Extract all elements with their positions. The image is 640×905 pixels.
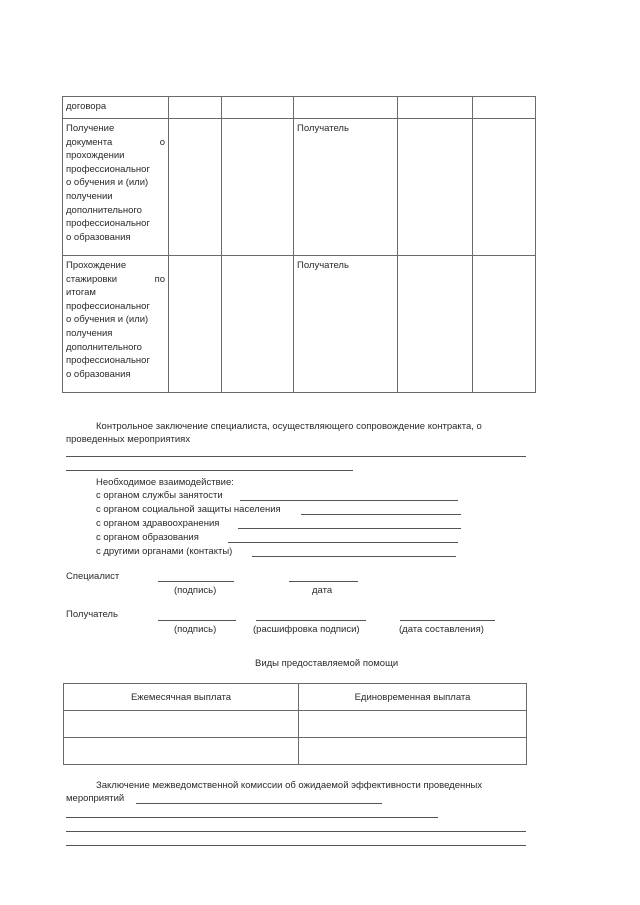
text-line: профессиональног bbox=[66, 218, 150, 230]
commission-fill-line[interactable] bbox=[66, 831, 526, 832]
table-cell bbox=[169, 97, 222, 119]
interaction-fill-line[interactable] bbox=[228, 542, 458, 543]
table-row bbox=[63, 119, 536, 256]
recipient-caption-sign: (подпись) bbox=[174, 624, 217, 635]
recipient-signature-line[interactable] bbox=[158, 620, 236, 621]
specialist-label: Специалист bbox=[66, 571, 120, 582]
table-cell bbox=[473, 119, 536, 256]
recipient-caption-decode: (расшифровка подписи) bbox=[253, 624, 360, 635]
activities-table bbox=[62, 96, 536, 393]
table-row bbox=[64, 711, 527, 738]
table-cell bbox=[63, 97, 169, 119]
text-line: профессиональног bbox=[66, 355, 150, 367]
participant-label: Получатель bbox=[297, 260, 349, 271]
specialist-caption-date: дата bbox=[312, 585, 333, 596]
aid-title: Виды предоставляемой помощи bbox=[255, 658, 399, 669]
conclusion-text-line1: Контрольное заключение специалиста, осуществляющего сопровождение контракта, о bbox=[96, 421, 482, 432]
aid-table bbox=[63, 683, 527, 765]
interaction-fill-line[interactable] bbox=[301, 514, 461, 515]
text-line: о обучения и (или) bbox=[66, 177, 149, 189]
text-line: прохождении bbox=[66, 150, 125, 162]
table-cell bbox=[473, 97, 536, 119]
text-line: итогам bbox=[66, 287, 96, 299]
table-cell bbox=[294, 97, 398, 119]
conclusion-text-line2: проведенных мероприятиях bbox=[66, 434, 191, 445]
table-cell[interactable] bbox=[64, 738, 299, 765]
text-line: профессиональног bbox=[66, 300, 150, 312]
table-cell bbox=[398, 119, 473, 256]
interaction-item: с другими органами (контакты) bbox=[96, 546, 233, 557]
text-line: о обучения и (или) bbox=[66, 314, 149, 326]
specialist-date-line[interactable] bbox=[289, 581, 358, 582]
table-row bbox=[64, 738, 527, 765]
table-cell bbox=[222, 119, 294, 256]
text-fragment: по bbox=[154, 273, 165, 285]
interaction-title: Необходимое взаимодействие: bbox=[96, 477, 234, 488]
commission-fill-line[interactable] bbox=[136, 803, 382, 804]
justified-line bbox=[66, 273, 165, 287]
conclusion-fill-line[interactable] bbox=[66, 470, 353, 471]
table-cell[interactable] bbox=[299, 711, 527, 738]
aid-header-monthly: Ежемесячная выплата bbox=[64, 684, 299, 711]
text-line: получения bbox=[66, 327, 113, 339]
interaction-item: с органом социальной защиты населения bbox=[96, 504, 281, 515]
table-row bbox=[63, 256, 536, 393]
interaction-item: с органом службы занятости bbox=[96, 490, 223, 501]
specialist-caption-sign: (подпись) bbox=[174, 585, 217, 596]
recipient-label: Получатель bbox=[66, 609, 118, 620]
specialist-signature-line[interactable] bbox=[158, 581, 234, 582]
text-line: профессиональног bbox=[66, 163, 150, 175]
commission-fill-line[interactable] bbox=[66, 817, 438, 818]
recipient-caption-date: (дата составления) bbox=[399, 624, 484, 635]
recipient-date-line[interactable] bbox=[400, 620, 495, 621]
text-fragment: о bbox=[159, 136, 165, 148]
table-cell bbox=[222, 97, 294, 119]
row-activity-label: Получение bbox=[66, 123, 115, 134]
interaction-fill-line[interactable] bbox=[252, 556, 456, 557]
text-line: получении bbox=[66, 190, 113, 202]
table-cell bbox=[169, 119, 222, 256]
text-fragment: стажировки bbox=[66, 273, 118, 285]
interaction-item: с органом здравоохранения bbox=[96, 518, 220, 529]
commission-text-line1: Заключение межведомственной комиссии об ожидаемой эффективности проведенных bbox=[96, 780, 483, 791]
text-fragment: документа bbox=[66, 136, 113, 148]
text-line: дополнительного bbox=[66, 204, 142, 216]
table-cell[interactable] bbox=[64, 711, 299, 738]
participant-label: Получатель bbox=[297, 123, 349, 134]
table-cell bbox=[63, 119, 169, 256]
interaction-fill-line[interactable] bbox=[240, 500, 458, 501]
aid-header-lump-sum: Единовременная выплата bbox=[299, 684, 527, 711]
table-cell bbox=[398, 256, 473, 393]
recipient-decode-line[interactable] bbox=[256, 620, 366, 621]
table-cell bbox=[169, 256, 222, 393]
commission-text-line2: мероприятий bbox=[66, 793, 125, 804]
table-cell bbox=[63, 256, 169, 393]
table-cell bbox=[222, 256, 294, 393]
table-cell bbox=[294, 256, 398, 393]
table-cell bbox=[398, 97, 473, 119]
justified-line bbox=[66, 136, 165, 150]
interaction-fill-line[interactable] bbox=[238, 528, 461, 529]
text-line: о образования bbox=[66, 368, 131, 380]
table-cell[interactable] bbox=[299, 738, 527, 765]
row-activity-label: Прохождение bbox=[66, 260, 127, 271]
text-line: о образования bbox=[66, 231, 131, 243]
interaction-item: с органом образования bbox=[96, 532, 199, 543]
row-activity-label: договора bbox=[66, 101, 107, 112]
table-row bbox=[64, 684, 527, 711]
commission-fill-line[interactable] bbox=[66, 845, 526, 846]
text-line: дополнительного bbox=[66, 341, 142, 353]
table-cell bbox=[294, 119, 398, 256]
table-row bbox=[63, 97, 536, 119]
conclusion-fill-line[interactable] bbox=[66, 456, 526, 457]
table-cell bbox=[473, 256, 536, 393]
